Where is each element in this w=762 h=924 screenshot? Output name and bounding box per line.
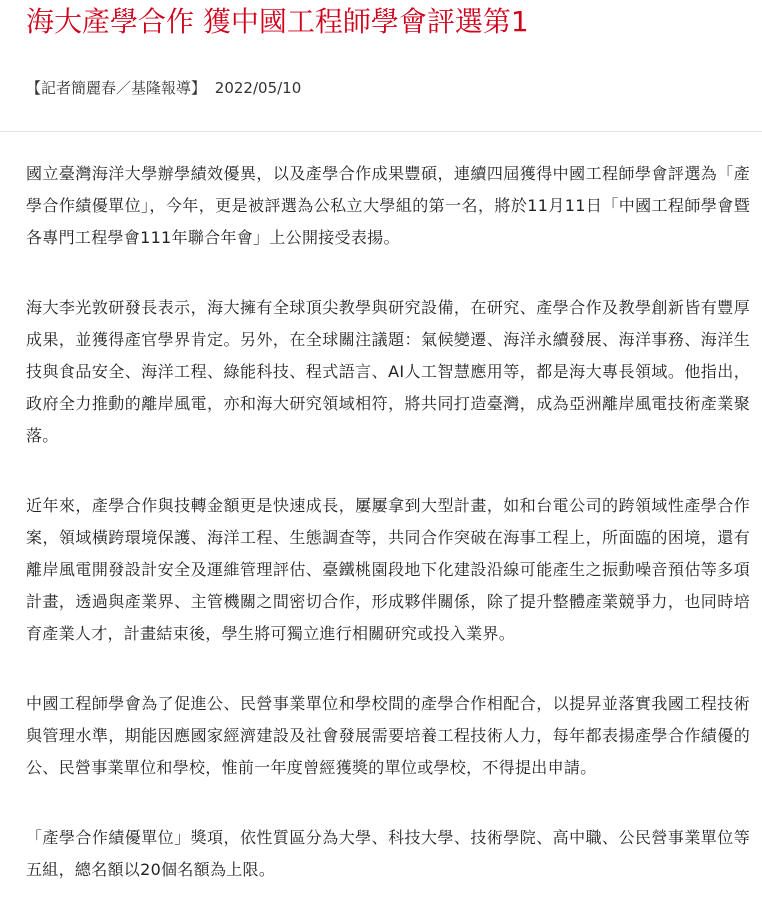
article-paragraph: 近年來，產學合作與技轉金額更是快速成長，屢屢拿到大型計畫，如和台電公司的跨領域性產學合作案，領域橫跨環境保護、海洋工程、生態調查等，共同合作突破在海事工程上，所面臨的困境，還有離岸風電開發設計安全及運維管理評估、臺鐵桃園段地下化建設沿線可能產生之振動噪音預估等多項計畫，透過與產業界、主管機關之間密切合作，形成夥伴關係，除了提升整體產業競爭力，也同時培育產業人才，計畫結束後，學生將可獨立進行相關研究或投入業界。 [26, 496, 750, 643]
article-paragraph: 「產學合作績優單位」獎項，依性質區分為大學、科技大學、技術學院、高中職、公民營事業單位等五組，總名額以20個名額為上限。 [26, 828, 750, 879]
article-paragraph: 中國工程師學會為了促進公、民營事業單位和學校間的產學合作相配合，以提昇並落實我國工程技術與管理水準，期能因應國家經濟建設及社會發展需要培養工程技術人力，每年都表揚產學合作績優的公、民營事業單位和學校，惟前一年度曾經獲獎的單位或學校，不得提出申請。 [26, 694, 750, 777]
article-paragraph: 海大李光敦研發長表示，海大擁有全球頂尖教學與研究設備，在研究、產學合作及教學創新皆有豐厚成果，並獲得產官學界肯定。另外，在全球關注議題：氣候變遷、海洋永續發展、海洋事務、海洋生技與食品安全、海洋工程、綠能科技、程式語言、AI人工智慧應用等，都是海大專長領域。他指出，政府全力推動的離岸風電，亦和海大研究領域相符，將共同打造臺灣，成為亞洲離岸風電技術產業聚落。 [26, 298, 750, 445]
reporter-credit: 【記者簡麗春／基隆報導】 [26, 79, 207, 97]
publish-date: 2022/05/10 [214, 79, 302, 97]
article-title: 海大產學合作 獲中國工程師學會評選第1 [26, 5, 529, 38]
byline [26, 77, 301, 99]
article-body [26, 158, 750, 924]
divider [0, 131, 762, 132]
article-paragraph: 國立臺灣海洋大學辦學績效優異，以及產學合作成果豐碩，連續四屆獲得中國工程師學會評選為「產學合作績優單位」，今年，更是被評選為公私立大學組的第一名，將於11月11日「中國工程師學會暨各專門工程學會111年聯合年會」上公開接受表揚。 [26, 164, 750, 247]
